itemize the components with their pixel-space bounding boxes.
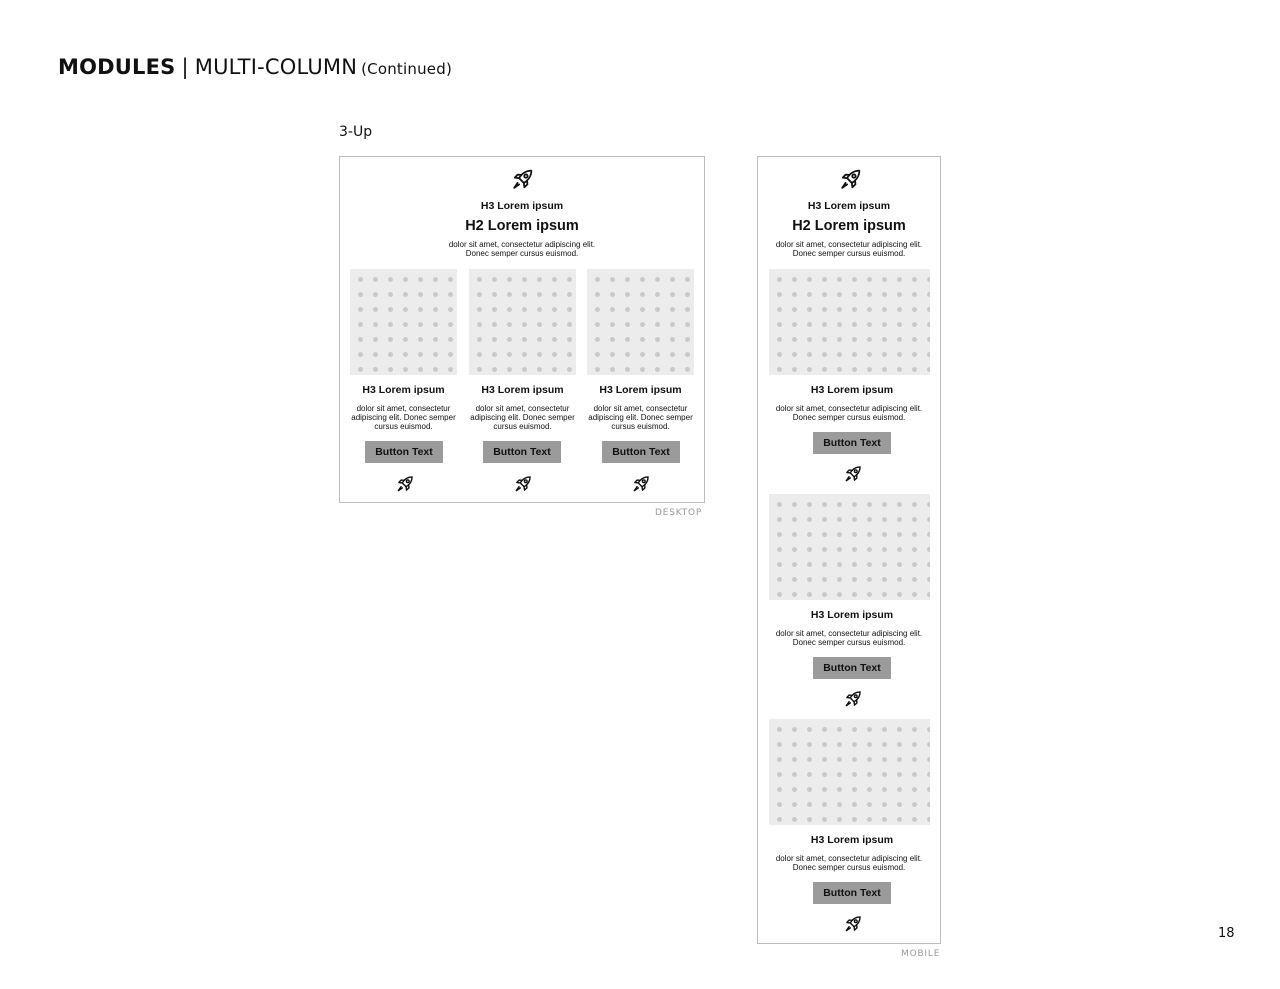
image-placeholder xyxy=(769,719,930,825)
image-placeholder xyxy=(587,269,694,375)
mobile-hero-body-line: Donec semper cursus euismod. xyxy=(792,249,906,258)
column-body-line: adipiscing elit. Donec semper xyxy=(588,413,693,422)
mobile-hero-body-line: dolor sit amet, consectetur adipiscing elit. xyxy=(775,240,923,249)
page-number: 18 xyxy=(1218,926,1235,941)
item-body-line: Donec semper cursus euismod. xyxy=(792,638,906,647)
item-body xyxy=(758,629,940,647)
column-h3: H3 Lorem ipsum xyxy=(362,384,445,396)
rocket-icon xyxy=(510,167,535,192)
mobile-hero-h2: H2 Lorem ipsum xyxy=(792,218,906,234)
item-h3: H3 Lorem ipsum xyxy=(810,834,894,846)
mobile-hero-h3: H3 Lorem ipsum xyxy=(807,200,891,212)
column-body xyxy=(581,404,700,431)
cta-button[interactable]: Button Text xyxy=(813,657,891,679)
mobile-hero-body xyxy=(758,240,940,258)
rocket-icon xyxy=(838,167,863,192)
column-body-line: dolor sit amet, consectetur xyxy=(356,404,451,413)
item-h3: H3 Lorem ipsum xyxy=(810,384,894,396)
item-body-line: dolor sit amet, consectetur adipiscing elit. xyxy=(775,629,923,638)
rocket-icon xyxy=(395,474,415,494)
cta-button[interactable]: Button Text xyxy=(602,441,680,463)
desktop-hero-body-line: dolor sit amet, consectetur adipiscing elit. xyxy=(448,240,596,249)
desktop-hero-h3: H3 Lorem ipsum xyxy=(480,200,564,212)
rocket-icon xyxy=(843,464,863,484)
cta-button[interactable]: Button Text xyxy=(813,432,891,454)
column-body-line: cursus euismod. xyxy=(493,422,552,431)
image-placeholder xyxy=(469,269,576,375)
item-body-line: dolor sit amet, consectetur adipiscing elit. xyxy=(775,854,923,863)
desktop-hero-body-line: Donec semper cursus euismod. xyxy=(465,249,579,258)
image-placeholder xyxy=(350,269,457,375)
rocket-icon xyxy=(843,914,863,934)
image-placeholder xyxy=(769,269,930,375)
cta-button[interactable]: Button Text xyxy=(365,441,443,463)
title-light: MULTI-COLUMN xyxy=(194,55,358,79)
column-body-line: adipiscing elit. Donec semper xyxy=(470,413,575,422)
page-title xyxy=(58,55,452,79)
column-h3: H3 Lorem ipsum xyxy=(599,384,682,396)
desktop-caption: DESKTOP xyxy=(655,508,703,518)
item-body-line: dolor sit amet, consectetur adipiscing elit. xyxy=(775,404,923,413)
column-body xyxy=(344,404,463,431)
column-body-line: adipiscing elit. Donec semper xyxy=(351,413,456,422)
column-h3: H3 Lorem ipsum xyxy=(481,384,564,396)
mobile-mockup xyxy=(757,156,941,944)
cta-button[interactable]: Button Text xyxy=(813,882,891,904)
item-body xyxy=(758,404,940,422)
section-label: 3-Up xyxy=(339,124,373,140)
rocket-icon xyxy=(631,474,651,494)
desktop-hero-body xyxy=(340,240,704,258)
item-body-line: Donec semper cursus euismod. xyxy=(792,863,906,872)
item-body-line: Donec semper cursus euismod. xyxy=(792,413,906,422)
column-body-line: dolor sit amet, consectetur xyxy=(475,404,570,413)
title-separator: | xyxy=(181,55,189,79)
image-placeholder xyxy=(769,494,930,600)
rocket-icon xyxy=(843,689,863,709)
desktop-hero-h2: H2 Lorem ipsum xyxy=(465,218,579,234)
title-strong: MODULES xyxy=(58,55,176,79)
column-body-line: dolor sit amet, consectetur xyxy=(593,404,688,413)
item-body xyxy=(758,854,940,872)
column-body-line: cursus euismod. xyxy=(611,422,670,431)
title-note: (Continued) xyxy=(361,60,452,78)
item-h3: H3 Lorem ipsum xyxy=(810,609,894,621)
rocket-icon xyxy=(513,474,533,494)
desktop-mockup xyxy=(339,156,705,503)
cta-button[interactable]: Button Text xyxy=(483,441,561,463)
mobile-caption: MOBILE xyxy=(901,949,941,959)
column-body-line: cursus euismod. xyxy=(374,422,433,431)
column-body xyxy=(463,404,582,431)
